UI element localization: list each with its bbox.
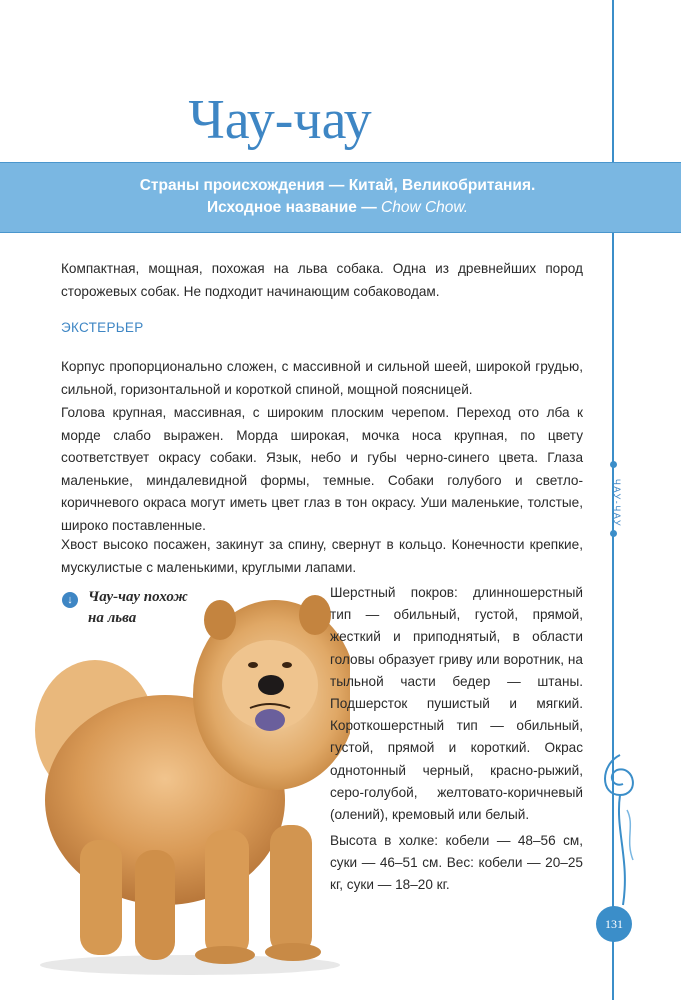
origin-countries: Страны происхождения — Китай, Великобритания.: [139, 177, 536, 194]
dog-photo: [25, 580, 350, 980]
page-number: 131: [596, 906, 632, 942]
body-paragraph-3: Хвост высоко посажен, закинут за спину, свернут в кольцо. Конечности крепкие, мускулистые с маленькими, круглыми лапами.: [61, 537, 583, 575]
running-header: ЧАУ-ЧАУ: [612, 478, 622, 528]
photo-caption: Чау-чау похож на льва: [88, 589, 188, 626]
page-title: Чау-чау: [188, 89, 372, 151]
intro-paragraph: Компактная, мощная, похожая на льва собака. Одна из древнейших пород сторожевых собак. Не подходит начинающим собаководам.: [61, 261, 583, 299]
section-heading: ЭКСТЕРЬЕР: [61, 320, 144, 335]
body-paragraph-2: Голова крупная, массивная, с широким плоским черепом. Переход ото лба к морде слабо выражен. Морда широкая, мочка носа крупная, по цвету соответствует окрасу собаки. Язык, небо и губы черно-синего цвета. Глаза маленькие, миндалевидной формы, темные. Собаки голубого и светло-коричневого окраса могут иметь цвет глаз в тон окрасу. Уши маленькие, толстые, широко поставленные.: [61, 405, 583, 533]
side-dot-bottom: [610, 530, 617, 537]
ornament-leash-icon: [595, 750, 645, 910]
height-paragraph: Высота в холке: кобели — 48–56 см, суки — 46–51 см. Вес: кобели — 20–25 кг, суки — 18–20 кг.: [330, 833, 583, 893]
original-name-value: Chow Chow.: [381, 199, 469, 216]
caption-arrow-icon: ↓: [62, 592, 78, 608]
original-name: [0, 199, 675, 217]
coat-paragraph: Шерстный покров: длинношерстный тип — обильный, густой, прямой, жесткий и приподнятый, в области головы образует гриву или воротник, на тыльной части бедер — штаны. Подшерсток пушистый и мягкий. Короткошерстный тип — обильный, густой, прямой и короткий. Окрас однотонный черный, красно-рыжий, серо-голубой, желтовато-коричневый (олений), кремовый или белый.: [330, 585, 583, 823]
original-name-label: Исходное название —: [206, 199, 382, 216]
origin-banner: [0, 162, 681, 233]
body-paragraph-1: Корпус пропорционально сложен, с массивной и сильной шеей, широкой грудью, сильной, горизонтальной и короткой спиной, мощной поясницей.: [61, 359, 583, 397]
